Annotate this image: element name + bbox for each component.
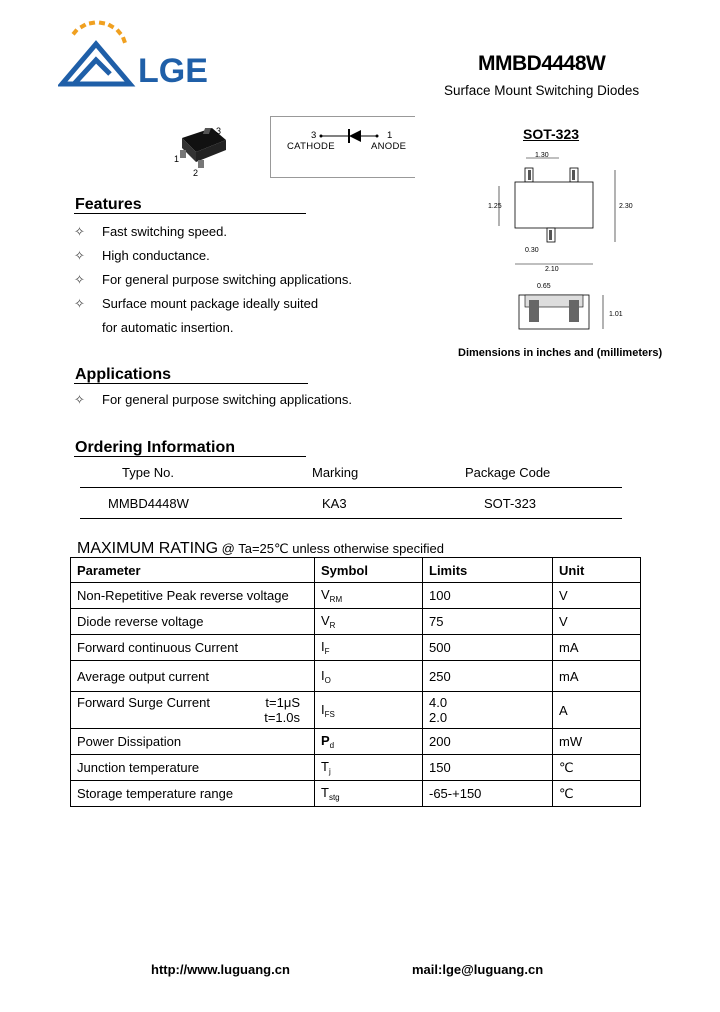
ordering-heading: Ordering Information — [75, 439, 235, 456]
part-number: MMBD4448W — [478, 52, 606, 75]
dim-030: 0.30 — [525, 247, 539, 254]
features-heading: Features — [75, 196, 142, 213]
ordering-col-type: Type No. — [122, 465, 175, 480]
logo-text: LGE — [138, 52, 208, 90]
feature-item: ✧ For general purpose switching applications. — [74, 272, 353, 287]
dim-065: 0.65 — [537, 283, 551, 290]
table-row: Storage temperature range $T_{stg}$ -65-+150 ℃ — [71, 781, 641, 807]
pin2-label: 2 — [193, 168, 199, 178]
dimensions-caption: Dimensions in inches and (millimeters) — [458, 347, 663, 359]
dim-101: 1.01 — [609, 311, 623, 318]
col-symbol: Symbol — [315, 558, 423, 583]
ordering-header-rule — [80, 487, 622, 488]
bullet-icon: ✧ — [74, 392, 85, 407]
max-rating-condition: @ Ta=25℃ unless otherwise specified — [218, 541, 444, 556]
package-sketch — [168, 120, 238, 180]
table-header-row — [71, 558, 641, 583]
col-limits: Limits — [423, 558, 553, 583]
anode-label: ANODE — [371, 141, 407, 152]
feature-item: ✧ Surface mount package ideally suited — [74, 296, 319, 311]
ordering-rule — [74, 456, 306, 457]
feature-item: ✧ High conductance. — [74, 248, 210, 263]
pin1-label: 1 — [174, 154, 180, 164]
table-row: Non-Repetitive Peak reverse voltage $V_{RM}$ 100 V — [71, 583, 641, 609]
ordering-package-value: SOT-323 — [484, 496, 537, 511]
dim-230: 2.30 — [619, 203, 633, 210]
feature-item: ✧ Fast switching speed. — [74, 224, 228, 239]
pin3-label: 3 — [216, 126, 222, 136]
feature-item: for automatic insertion. — [102, 320, 234, 335]
col-parameter: Parameter — [71, 558, 315, 583]
features-rule — [74, 213, 306, 214]
diode-symbol-box — [270, 116, 415, 178]
bullet-icon: ✧ — [74, 248, 85, 263]
max-rating-heading: MAXIMUM RATING @ Ta=25℃ unless otherwise specified — [77, 540, 444, 557]
ordering-type-value: MMBD4448W — [108, 496, 189, 511]
col-unit: Unit — [553, 558, 641, 583]
lge-logo — [58, 18, 238, 94]
dim-130: 1.30 — [535, 152, 549, 159]
bullet-icon: ✧ — [74, 296, 85, 311]
max-rating-table — [70, 557, 641, 807]
applications-rule — [74, 383, 308, 384]
ordering-bottom-rule — [80, 518, 622, 519]
email-link[interactable]: mail:lge@luguang.cn — [412, 962, 544, 977]
bullet-icon: ✧ — [74, 272, 85, 287]
table-row: Forward Surge Current t=1μS t=1.0s $I_{FS}$ 4.0 2.0 A — [71, 692, 641, 729]
ordering-col-marking: Marking — [312, 465, 359, 480]
package-dimensions — [485, 150, 645, 345]
applications-heading: Applications — [75, 366, 172, 383]
table-row: Forward continuous Current $I_F$ 500 mA — [71, 635, 641, 661]
table-row: Average output current $I_O$ 250 mA — [71, 661, 641, 692]
cathode-label: CATHODE — [287, 141, 335, 152]
ordering-marking-value: KA3 — [322, 496, 347, 511]
subtitle: Surface Mount Switching Diodes — [444, 83, 640, 98]
anode-pin: 1 — [387, 130, 393, 141]
application-item: ✧ For general purpose switching applications. — [74, 392, 353, 407]
bullet-icon: ✧ — [74, 224, 85, 239]
table-row: Diode reverse voltage $V_R$ 75 V — [71, 609, 641, 635]
cathode-pin: 3 — [311, 130, 317, 141]
dim-125: 1.25 — [488, 203, 502, 210]
package-name: SOT-323 — [523, 126, 580, 142]
website-link[interactable]: http://www.luguang.cn — [151, 962, 290, 977]
ordering-col-package: Package Code — [465, 465, 551, 480]
table-row: Power Dissipation $P_d$ 200 mW — [71, 729, 641, 755]
table-row: Junction temperature $T_j$ 150 ℃ — [71, 755, 641, 781]
dim-210: 2.10 — [545, 266, 559, 273]
